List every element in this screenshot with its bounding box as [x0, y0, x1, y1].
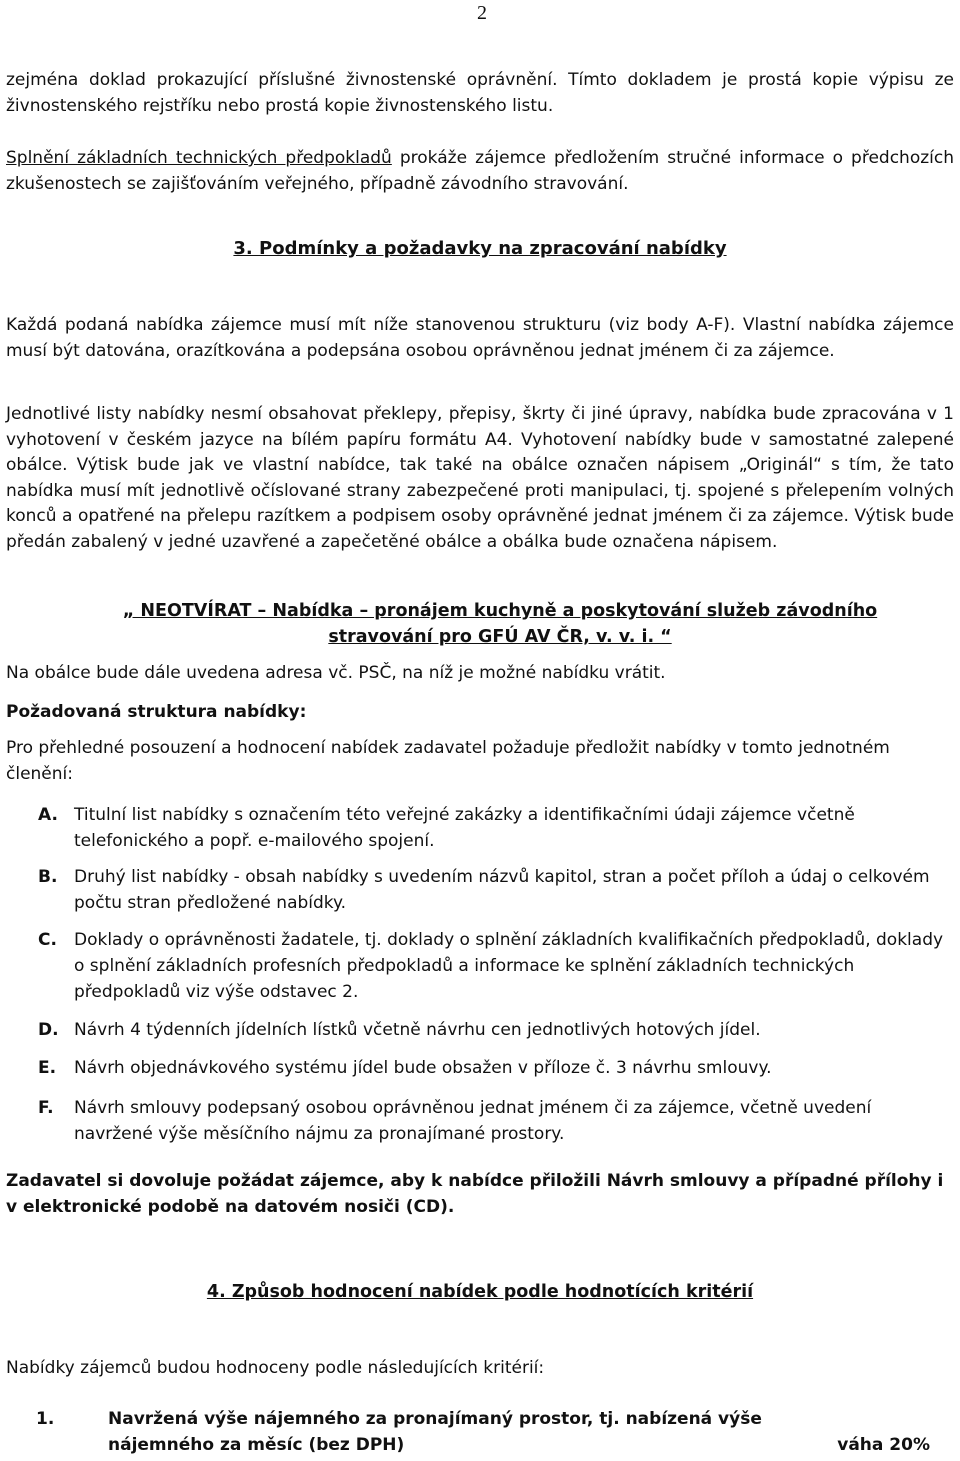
structure-item-letter: A.: [38, 805, 58, 825]
section-4-heading: 4. Způsob hodnocení nabídek podle hodnotících kritérií: [206, 1282, 754, 1302]
paragraph-trade-license: zejména doklad prokazující příslušné živnostenské oprávnění. Tímto dokladem je prostá kopie výpisu ze živnostenského rejstříku nebo prostá kopie živnostenského listu.: [6, 70, 954, 116]
technical-prerequisites-text: prokáže zájemce předložením stručné informace o předchozích zkušenostech se zajišťováním veřejného, případně závodního stravování.: [6, 148, 954, 194]
structure-item-f: [38, 1095, 948, 1147]
criterion-text: Navržená výše nájemného za pronajímaný prostor, tj. nabízená výše nájemného za měsíc (bez DPH): [108, 1409, 762, 1455]
structure-item-letter: F.: [38, 1098, 54, 1118]
structure-item-b: [38, 864, 948, 916]
paragraph-offer-requirements: Jednotlivé listy nabídky nesmí obsahovat překlepy, přepisy, škrty či jiné úpravy, nabídka bude zpracována v 1 vyhotovení v českém jazyce na bílém papíru formátu A4. Vyhotovení nabídky bude v samostatné zalepené obálce. Výtisk bude jak ve vlastní nabídce, tak také na obálce označen nápisem „Originál“ s tím, že tato nabídka musí mít jednotlivě očíslované strany zabezpečené proti manipulaci, tj. spojené s přelepením volných konců a opatřené na přelepu razítkem a podpisem osoby oprávněné jednat jménem či za zájemce. Výtisk bude předán zabalený v jedné uzavřené a zapečetěné obálce a obálka bude označena nápisem.: [6, 404, 954, 552]
paragraph-offer-structure: Každá podaná nabídka zájemce musí mít níže stanovenou strukturu (viz body A-F). Vlastní nabídka zájemce musí být datována, orazítkována a podepsána osobou oprávněnou jednat jménem či za zájemce.: [6, 315, 954, 361]
structure-item-text: Návrh objednávkového systému jídel bude obsažen v příloze č. 3 návrhu smlouvy.: [74, 1058, 772, 1078]
section-3-heading: 3. Podmínky a požadavky na zpracování nabídky: [233, 238, 727, 259]
criteria-intro: Nabídky zájemců budou hodnoceny podle následujících kritérií:: [6, 1358, 545, 1378]
structure-item-letter: C.: [38, 930, 57, 950]
envelope-label-line-2: stravování pro GFÚ AV ČR, v. v. i. “: [328, 627, 672, 647]
structure-item-letter: B.: [38, 867, 58, 887]
structure-item-letter: E.: [38, 1058, 57, 1078]
structure-item-a: [38, 802, 948, 854]
structure-item-letter: D.: [38, 1020, 59, 1040]
criterion-1: [36, 1406, 936, 1458]
structure-heading: Požadovaná struktura nabídky:: [6, 702, 307, 722]
page-number: 2: [477, 2, 487, 24]
paragraph-technical-prerequisites: [6, 146, 954, 197]
technical-prerequisites-underlined: Splnění základních technických předpokladů: [6, 148, 392, 168]
structure-item-text: Doklady o oprávněnosti žadatele, tj. doklady o splnění základních kvalifikačních předpokladů, doklady o splnění základních profesních předpokladů a informace ke splnění základních technických předpokladů viz výše odstavec 2.: [74, 930, 944, 1002]
request-electronic-copy: Zadavatel si dovoluje požádat zájemce, aby k nabídce přiložili Návrh smlouvy a případné přílohy i v elektronické podobě na datovém nosiči (CD).: [6, 1171, 944, 1217]
paragraph-envelope-address: Na obálce bude dále uvedena adresa vč. PSČ, na níž je možné nabídku vrátit.: [6, 663, 666, 683]
envelope-label: [60, 598, 940, 650]
structure-item-text: Titulní list nabídky s označením této veřejné zakázky a identifikačními údaji zájemce včetně telefonického a popř. e-mailového spojení.: [74, 805, 855, 851]
structure-item-e: [38, 1055, 948, 1081]
criterion-weight: váha 20%: [837, 1435, 930, 1455]
structure-item-text: Návrh 4 týdenních jídelních lístků včetně návrhu cen jednotlivých hotových jídel.: [74, 1020, 761, 1040]
criterion-number: 1.: [36, 1409, 55, 1429]
envelope-label-line-1: „ NEOTVÍRAT – Nabídka – pronájem kuchyně a poskytování služeb závodního: [122, 601, 878, 621]
structure-item-c: [38, 927, 948, 1005]
paragraph-structure-intro: Pro přehledné posouzení a hodnocení nabídek zadavatel požaduje předložit nabídky v tomto jednotném členění:: [6, 738, 890, 784]
structure-item-text: Návrh smlouvy podepsaný osobou oprávněnou jednat jménem či za zájemce, včetně uvedení navržené výše měsíčního nájmu za pronajímané prostory.: [74, 1098, 872, 1144]
structure-item-d: [38, 1017, 948, 1043]
structure-item-text: Druhý list nabídky - obsah nabídky s uvedením názvů kapitol, stran a počet příloh a údaj o celkovém počtu stran předložené nabídky.: [74, 867, 930, 913]
